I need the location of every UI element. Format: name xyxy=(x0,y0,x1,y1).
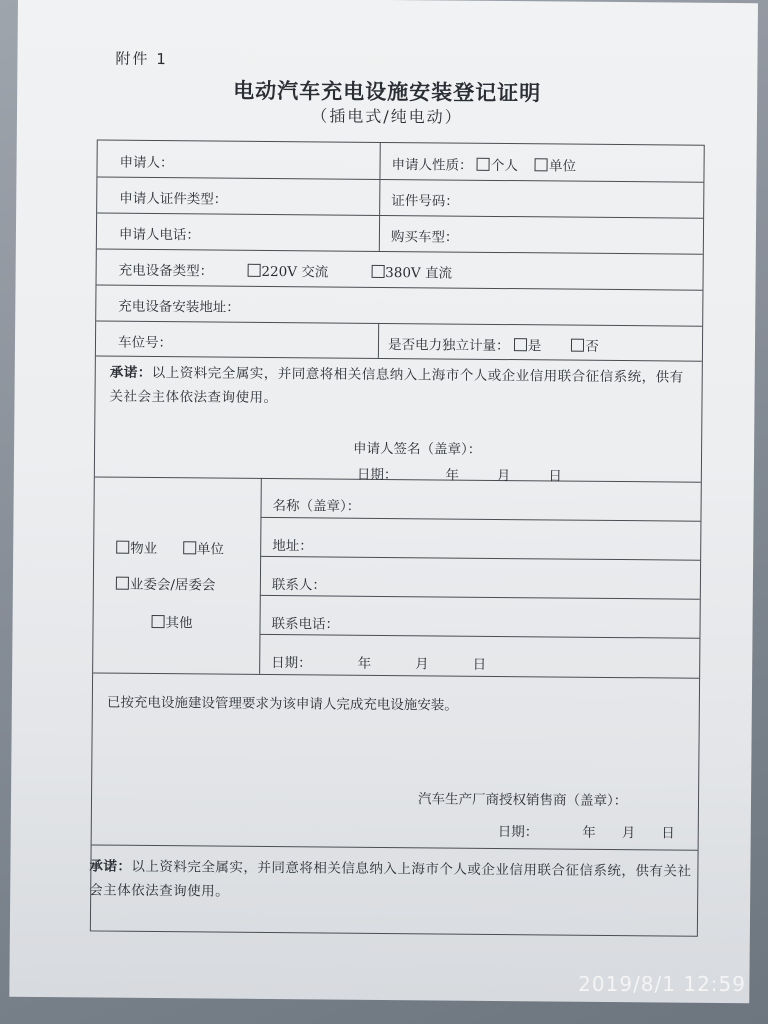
option-380v: 380V 直流 xyxy=(385,264,453,282)
property-address-label: 地址： xyxy=(272,538,313,555)
car-model-label: 购买车型： xyxy=(390,229,459,246)
option-220v: 220V 交流 xyxy=(261,263,329,281)
applicant-commitment xyxy=(109,361,689,414)
commitment-text: 以上资料完全属实，并同意将相关信息纳入上海市个人或企业信用联合征信系统，供有关社会主体依法查询使用。 xyxy=(89,858,692,900)
parking-label: 车位号： xyxy=(117,334,173,352)
id-type-label: 申请人证件类型： xyxy=(119,190,228,208)
date-label: 日期： xyxy=(271,655,312,672)
option-committee: 业委会/居委会 xyxy=(129,576,216,594)
option-property-unit: 单位 xyxy=(196,541,225,558)
day-label: 日 xyxy=(661,825,675,842)
checkbox-220v[interactable] xyxy=(247,264,260,277)
row-divider xyxy=(96,284,702,290)
dealer-date-field xyxy=(498,820,675,842)
year-label: 年 xyxy=(582,824,596,841)
property-name-label: 名称（盖章）： xyxy=(272,498,361,515)
property-phone-label: 联系电话： xyxy=(271,616,340,633)
option-other: 其他 xyxy=(165,615,193,632)
dealer-statement: 已按充电设施建设管理要求为该申请人完成充电设施安装。 xyxy=(106,694,458,714)
checkbox-380v[interactable] xyxy=(371,265,384,278)
commitment-heading: 承诺： xyxy=(89,858,132,875)
col-divider xyxy=(378,323,379,358)
commitment-heading: 承诺： xyxy=(109,364,152,381)
install-address-label: 充电设备安装地址： xyxy=(118,298,240,316)
applicant-phone-label: 申请人电话： xyxy=(118,226,201,244)
checkbox-unit[interactable] xyxy=(535,158,548,171)
row-divider xyxy=(97,176,703,182)
checkbox-committee[interactable] xyxy=(116,577,129,590)
photo-timestamp: 2019/8/1 12:59 xyxy=(578,972,746,996)
checkbox-metering-yes[interactable] xyxy=(514,338,527,351)
applicant-type-field xyxy=(391,153,576,175)
col-divider xyxy=(379,179,380,215)
option-unit: 单位 xyxy=(548,158,577,175)
dealer-commitment xyxy=(89,854,693,907)
row-divider xyxy=(260,595,700,600)
property-date-field xyxy=(271,651,486,673)
row-divider xyxy=(97,212,703,218)
row-divider xyxy=(260,556,700,561)
col-divider xyxy=(379,215,380,251)
dealer-signature-label: 汽车生产厂商授权销售商（盖章）： xyxy=(417,791,628,810)
checkbox-property[interactable] xyxy=(116,541,129,554)
option-no: 否 xyxy=(585,338,599,355)
day-label: 日 xyxy=(472,656,487,673)
property-options-row2 xyxy=(116,573,216,594)
date-label: 日期： xyxy=(497,823,539,841)
row-divider xyxy=(97,248,703,254)
metering-label: 是否电力独立计量： xyxy=(387,337,510,355)
attachment-label: 附件 1 xyxy=(115,49,168,69)
id-number-label: 证件号码： xyxy=(391,193,459,210)
month-label: 月 xyxy=(621,825,636,842)
date-label: 日期： xyxy=(356,466,398,484)
option-yes: 是 xyxy=(527,338,542,355)
form-subtitle: （插电式/纯电动） xyxy=(311,106,463,127)
option-person: 个人 xyxy=(490,157,518,175)
commitment-text: 以上资料完全属实，并同意将相关信息纳入上海市个人或企业信用联合征信系统，供有关社会主体依法查询使用。 xyxy=(109,364,684,407)
form-sheet xyxy=(9,0,758,1003)
section-divider xyxy=(93,672,699,678)
option-property: 物业 xyxy=(130,540,158,558)
applicant-date-field xyxy=(357,463,562,485)
metering-field xyxy=(388,333,599,355)
row-divider xyxy=(259,634,699,639)
col-divider xyxy=(379,143,380,179)
checkbox-other[interactable] xyxy=(152,615,165,628)
day-label: 日 xyxy=(548,468,562,485)
applicant-name-label: 申请人： xyxy=(119,154,174,172)
property-options-row1 xyxy=(116,537,224,558)
row-divider xyxy=(96,320,702,326)
section-divider xyxy=(92,844,698,850)
month-label: 月 xyxy=(496,467,511,485)
checkbox-person[interactable] xyxy=(477,158,490,171)
year-label: 年 xyxy=(357,655,372,672)
property-options-row3 xyxy=(151,611,192,631)
device-type-label: 充电设备类型： xyxy=(118,262,214,280)
checkbox-metering-no[interactable] xyxy=(571,339,584,352)
row-divider xyxy=(260,517,700,522)
applicant-signature-label: 申请人签名（盖章）： xyxy=(353,440,482,458)
col-divider xyxy=(259,478,262,674)
form-title: 电动汽车充电设施安装登记证明 xyxy=(233,78,542,106)
month-label: 月 xyxy=(415,656,429,673)
device-type-field xyxy=(119,259,453,282)
year-label: 年 xyxy=(445,467,459,484)
checkbox-property-unit[interactable] xyxy=(183,541,196,554)
registration-table xyxy=(90,139,705,936)
property-contact-label: 联系人： xyxy=(271,577,326,594)
applicant-type-label: 申请人性质： xyxy=(391,157,473,174)
